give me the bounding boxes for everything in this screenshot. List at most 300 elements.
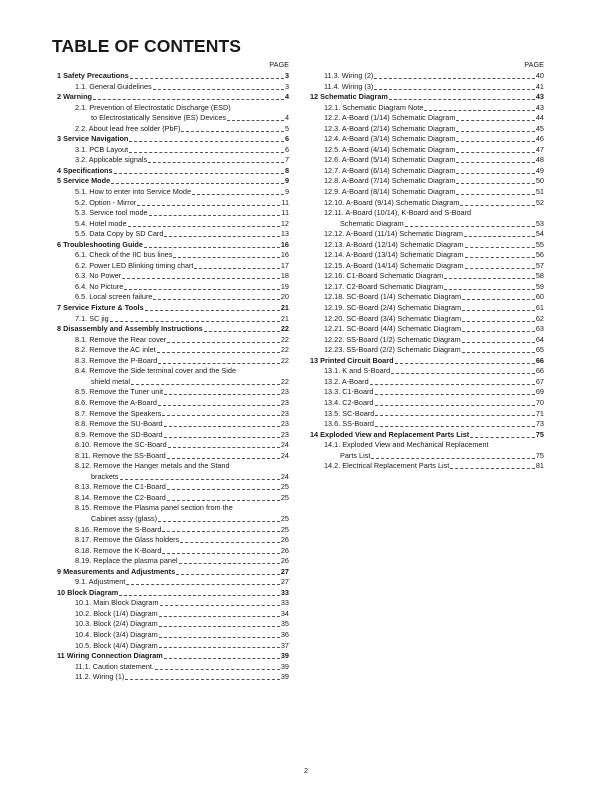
- toc-section-entry[interactable]: [310, 356, 544, 367]
- toc-section-entry[interactable]: [57, 166, 289, 177]
- toc-entry-label: 12.2. A-Board (1/14) Schematic Diagram: [324, 113, 456, 123]
- toc-subsection-entry[interactable]: [310, 303, 544, 314]
- toc-entry-label: 8.15. Remove the Plasma panel section from the: [75, 503, 233, 513]
- document-title: TABLE OF CONTENTS: [52, 36, 242, 56]
- toc-entry-page: 55: [535, 239, 544, 249]
- toc-subsection-entry[interactable]: [310, 377, 544, 388]
- dot-leader: [120, 479, 280, 480]
- dot-leader: [180, 542, 280, 543]
- toc-entry-page: 20: [280, 292, 289, 302]
- dot-leader: [122, 278, 280, 279]
- toc-entry-page: 70: [535, 397, 544, 407]
- toc-entry-page: 65: [535, 345, 544, 355]
- toc-subsection-entry[interactable]: [57, 556, 289, 567]
- toc-subsection-entry[interactable]: [57, 187, 289, 198]
- toc-entry-page: 21: [280, 313, 289, 323]
- toc-entry-label: 5.2. Option - Mirror: [75, 197, 137, 207]
- toc-entry-continuation[interactable]: [310, 219, 544, 230]
- toc-entry-page: 22: [280, 376, 289, 386]
- toc-entry-label: 14 Exploded View and Replacement Parts List: [310, 429, 470, 439]
- toc-entry-label: 12 Schematic Diagram: [310, 92, 388, 102]
- dot-leader: [456, 131, 534, 132]
- toc-entry-page: 24: [280, 471, 289, 481]
- toc-subsection-entry[interactable]: [310, 176, 544, 187]
- toc-entry-label: 14.2. Electrical Replacement Parts List: [324, 461, 450, 471]
- dot-leader: [370, 384, 535, 385]
- toc-subsection-entry[interactable]: [57, 619, 289, 630]
- toc-subsection-entry[interactable]: [57, 430, 289, 441]
- toc-entry-label: 6.3. No Power: [75, 271, 122, 281]
- toc-entry-page: 34: [280, 608, 289, 618]
- toc-entry-continuation[interactable]: [57, 377, 289, 388]
- toc-entry-label: 13.4. C2-Board: [324, 397, 374, 407]
- toc-entry-label-continued: shield metal: [91, 376, 130, 386]
- toc-entry-label: 8.8. Remove the SU-Board: [75, 419, 163, 429]
- toc-subsection-entry[interactable]: [57, 409, 289, 420]
- toc-entry-label: 10.1. Main Block Diagram: [75, 598, 159, 608]
- toc-entry-page: 25: [280, 524, 289, 534]
- dot-leader: [149, 215, 281, 216]
- toc-subsection-entry[interactable]: [310, 461, 544, 472]
- toc-entry-page: 50: [535, 176, 544, 186]
- dot-leader: [194, 268, 279, 269]
- toc-entry-page: 11: [281, 208, 289, 218]
- toc-entry-page: 5: [284, 123, 289, 133]
- toc-entry-label: 12.6. A-Board (5/14) Schematic Diagram: [324, 155, 456, 165]
- toc-subsection-entry[interactable]: [310, 335, 544, 346]
- toc-entry-label: 3 Service Navigation: [57, 134, 129, 144]
- toc-entry-label: 1.1. General Guidelines: [75, 81, 152, 91]
- toc-entry-label: 6.4. No Picture: [75, 281, 124, 291]
- toc-entry-label: 9.1. Adjustment: [75, 577, 126, 587]
- toc-entry-label: 12.7. A-Board (6/14) Schematic Diagram: [324, 165, 456, 175]
- dot-leader: [129, 141, 284, 142]
- dot-leader: [129, 152, 284, 153]
- dot-leader: [462, 352, 535, 353]
- dot-leader: [462, 331, 535, 332]
- toc-entry-page: 44: [535, 113, 544, 123]
- toc-entry-page: 47: [535, 144, 544, 154]
- dot-leader: [405, 226, 535, 227]
- toc-section-entry[interactable]: [57, 71, 289, 82]
- toc-entry-page: 13: [280, 229, 289, 239]
- toc-subsection-entry[interactable]: [310, 82, 544, 93]
- dot-leader: [144, 247, 280, 248]
- toc-section-entry[interactable]: [57, 92, 289, 103]
- toc-entry-label: 1 Safety Precautions: [57, 71, 129, 80]
- toc-entry-label: 12.1. Schematic Diagram Note: [324, 102, 424, 112]
- toc-section-entry[interactable]: [310, 92, 544, 103]
- toc-subsection-entry[interactable]: [57, 662, 289, 673]
- toc-entry-label: 13.1. K and S-Board: [324, 366, 391, 376]
- toc-subsection-entry[interactable]: [57, 609, 289, 620]
- dot-leader: [456, 141, 534, 142]
- toc-entry-page: 39: [280, 672, 289, 682]
- dot-leader: [111, 183, 284, 184]
- dot-leader: [375, 394, 535, 395]
- dot-leader: [131, 384, 280, 385]
- toc-entry-page: 11: [281, 197, 289, 207]
- dot-leader: [167, 458, 280, 459]
- toc-subsection-entry[interactable]: [310, 155, 544, 166]
- dot-leader: [160, 605, 280, 606]
- toc-subsection-entry[interactable]: [57, 641, 289, 652]
- toc-subsection-entry[interactable]: [310, 366, 544, 377]
- dot-leader: [159, 616, 280, 617]
- toc-entry-page: 25: [280, 492, 289, 502]
- dot-leader: [389, 99, 535, 100]
- toc-subsection-entry[interactable]: [57, 208, 289, 219]
- toc-entry-label: 8 Disassembly and Assembly Instructions: [57, 324, 203, 334]
- page-number: 2: [303, 766, 309, 775]
- dot-leader: [179, 563, 280, 564]
- dot-leader: [153, 299, 279, 300]
- toc-entry-page: 22: [280, 324, 289, 334]
- toc-subsection-entry[interactable]: [310, 166, 544, 177]
- toc-entry-page: 19: [280, 281, 289, 291]
- toc-section-entry[interactable]: [57, 567, 289, 578]
- dot-leader: [162, 553, 279, 554]
- toc-subsection-entry[interactable]: [57, 145, 289, 156]
- toc-subsection-entry[interactable]: [310, 440, 544, 451]
- toc-entry-label: 12.18. SC-Board (1/4) Schematic Diagram: [324, 292, 462, 302]
- toc-subsection-entry[interactable]: [57, 387, 289, 398]
- toc-entry-label: 9 Measurements and Adjustments: [57, 566, 176, 576]
- toc-subsection-entry[interactable]: [310, 292, 544, 303]
- toc-subsection-entry[interactable]: [57, 335, 289, 346]
- toc-entry-label: 10 Block Diagram: [57, 587, 119, 597]
- toc-entry-page: 23: [280, 419, 289, 429]
- dot-leader: [164, 426, 280, 427]
- dot-leader: [465, 257, 535, 258]
- toc-entry-continuation[interactable]: [57, 113, 289, 124]
- toc-entry-label: 10.2. Block (1/4) Diagram: [75, 608, 158, 618]
- toc-entries-right: [310, 71, 544, 472]
- toc-subsection-entry[interactable]: [57, 451, 289, 462]
- toc-entry-continuation[interactable]: [57, 472, 289, 483]
- dot-leader: [137, 205, 280, 206]
- toc-subsection-entry[interactable]: [310, 124, 544, 135]
- toc-subsection-entry[interactable]: [57, 103, 289, 114]
- dot-leader: [159, 626, 280, 627]
- toc-entry-label: 6.1. Check of the IIC bus lines: [75, 250, 173, 260]
- toc-subsection-entry[interactable]: [310, 71, 544, 82]
- toc-subsection-entry[interactable]: [57, 461, 289, 472]
- toc-subsection-entry[interactable]: [57, 482, 289, 493]
- toc-entry-page: 23: [280, 387, 289, 397]
- toc-entry-label: 13.3. C1-Board: [324, 387, 374, 397]
- toc-entry-page: 22: [280, 355, 289, 365]
- toc-entry-page: 43: [535, 102, 544, 112]
- toc-subsection-entry[interactable]: [57, 672, 289, 683]
- toc-entry-label: 8.14. Remove the C2-Board: [75, 492, 166, 502]
- toc-entry-label: 12.19. SC-Board (2/4) Schematic Diagram: [324, 303, 462, 313]
- dot-leader: [375, 405, 535, 406]
- toc-entry-label: 11.3. Wiring (2): [324, 71, 374, 80]
- toc-section-entry[interactable]: [57, 240, 289, 251]
- toc-entry-label: 13.5. SC-Board: [324, 408, 375, 418]
- toc-column-left: [57, 60, 289, 683]
- toc-entry-page: 64: [535, 334, 544, 344]
- toc-entry-label: 5.4. Hotel mode: [75, 218, 127, 228]
- toc-subsection-entry[interactable]: [310, 324, 544, 335]
- dot-leader: [162, 415, 279, 416]
- toc-entry-page: 61: [535, 303, 544, 313]
- toc-entry-label: 5.5. Data Copy by SD Card: [75, 229, 164, 239]
- dot-leader: [157, 352, 280, 353]
- dot-leader: [164, 394, 280, 395]
- toc-entry-label: 8.12. Remove the Hanger metals and the Stand: [75, 461, 230, 471]
- toc-subsection-entry[interactable]: [310, 103, 544, 114]
- dot-leader: [462, 310, 535, 311]
- toc-entry-label-continued: to Electrostatically Sensitive (ES) Devices: [91, 113, 227, 123]
- toc-entry-label: 10.5. Block (4/4) Diagram: [75, 640, 158, 650]
- toc-entry-page: 53: [535, 218, 544, 228]
- toc-entry-page: 16: [280, 250, 289, 260]
- toc-subsection-entry[interactable]: [310, 240, 544, 251]
- toc-entry-page: 26: [280, 556, 289, 566]
- toc-entry-page: 75: [535, 450, 544, 460]
- dot-leader: [125, 679, 280, 680]
- toc-entry-page: 6: [284, 144, 289, 154]
- toc-subsection-entry[interactable]: [57, 198, 289, 209]
- toc-subsection-entry[interactable]: [57, 271, 289, 282]
- toc-entries-left: [57, 71, 289, 683]
- toc-entry-label: 12.14. A-Board (13/14) Schematic Diagram: [324, 250, 464, 260]
- dot-leader: [456, 194, 534, 195]
- toc-subsection-entry[interactable]: [57, 219, 289, 230]
- toc-entry-label: 8.5. Remove the Tuner unit: [75, 387, 164, 397]
- dot-leader: [164, 437, 280, 438]
- toc-subsection-entry[interactable]: [57, 503, 289, 514]
- toc-entry-label: 3.2. Applicable signals: [75, 155, 148, 165]
- toc-entry-label: 12.5. A-Board (4/14) Schematic Diagram: [324, 144, 456, 154]
- toc-subsection-entry[interactable]: [57, 314, 289, 325]
- toc-entry-label: 6.2. Power LED Blinking timing chart: [75, 260, 194, 270]
- toc-section-entry[interactable]: [57, 651, 289, 662]
- dot-leader: [450, 468, 535, 469]
- toc-subsection-entry[interactable]: [57, 229, 289, 240]
- toc-entry-label: 4 Specifications: [57, 165, 113, 175]
- toc-entry-page: 66: [535, 366, 544, 376]
- toc-entry-label: 12.4. A-Board (3/14) Schematic Diagram: [324, 134, 456, 144]
- toc-subsection-entry[interactable]: [310, 145, 544, 156]
- toc-subsection-entry[interactable]: [57, 493, 289, 504]
- toc-subsection-entry[interactable]: [57, 155, 289, 166]
- toc-entry-page: 59: [535, 281, 544, 291]
- toc-subsection-entry[interactable]: [310, 198, 544, 209]
- toc-entry-page: 23: [280, 397, 289, 407]
- toc-entry-label: 12.11. A-Board (10/14), K-Board and S-Board: [324, 208, 472, 218]
- toc-entry-page: 52: [535, 197, 544, 207]
- toc-subsection-entry[interactable]: [57, 366, 289, 377]
- toc-entry-label: 8.7. Remove the Speakers: [75, 408, 162, 418]
- toc-entry-page: 8: [284, 165, 289, 175]
- toc-subsection-entry[interactable]: [310, 250, 544, 261]
- toc-subsection-entry[interactable]: [57, 250, 289, 261]
- toc-subsection-entry[interactable]: [310, 345, 544, 356]
- toc-entry-page: 60: [535, 292, 544, 302]
- dot-leader: [93, 99, 284, 100]
- dot-leader: [470, 437, 535, 438]
- toc-subsection-entry[interactable]: [57, 440, 289, 451]
- dot-leader: [167, 342, 280, 343]
- toc-entry-label: 8.18. Remove the K-Board: [75, 545, 162, 555]
- toc-subsection-entry[interactable]: [57, 356, 289, 367]
- toc-subsection-entry[interactable]: [310, 134, 544, 145]
- dot-leader: [444, 278, 535, 279]
- dot-leader: [130, 78, 284, 79]
- dot-leader: [173, 257, 280, 258]
- toc-subsection-entry[interactable]: [57, 630, 289, 641]
- toc-entry-label: 8.17. Remove the Glass holders: [75, 535, 180, 545]
- dot-leader: [110, 321, 280, 322]
- toc-subsection-entry[interactable]: [57, 345, 289, 356]
- toc-entry-page: 58: [535, 271, 544, 281]
- toc-entry-label: 13.6. SS-Board: [324, 419, 374, 429]
- dot-leader: [444, 289, 535, 290]
- toc-entry-continuation[interactable]: [57, 514, 289, 525]
- dot-leader: [456, 120, 534, 121]
- toc-entry-label: 12.10. A-Board (9/14) Schematic Diagram: [324, 197, 460, 207]
- toc-entry-page: 51: [535, 187, 544, 197]
- dot-leader: [462, 321, 535, 322]
- toc-entry-label: 2.1. Prevention of Electrostatic Discharge (ESD): [75, 102, 231, 112]
- dot-leader: [119, 595, 280, 596]
- dot-leader: [148, 162, 284, 163]
- toc-entry-label: 12.22. SS-Board (1/2) Schematic Diagram: [324, 334, 461, 344]
- toc-section-entry[interactable]: [57, 176, 289, 187]
- dot-leader: [375, 415, 535, 416]
- dot-leader: [374, 78, 535, 79]
- toc-entry-page: 54: [535, 229, 544, 239]
- toc-entry-page: 7: [284, 155, 289, 165]
- toc-subsection-entry[interactable]: [57, 577, 289, 588]
- toc-column-right: [310, 60, 544, 472]
- toc-entry-label-continued: Schematic Diagram: [340, 218, 404, 228]
- toc-entry-page: 46: [535, 134, 544, 144]
- toc-section-entry[interactable]: [57, 134, 289, 145]
- toc-entry-page: 40: [535, 71, 544, 80]
- toc-entry-page: 9: [284, 176, 289, 186]
- dot-leader: [145, 310, 280, 311]
- toc-entry-page: 75: [535, 429, 544, 439]
- dot-leader: [465, 247, 535, 248]
- toc-entry-label: 11.1. Caution statement.: [75, 661, 154, 671]
- dot-leader: [465, 268, 535, 269]
- toc-subsection-entry[interactable]: [57, 598, 289, 609]
- toc-entry-page: 26: [280, 535, 289, 545]
- toc-subsection-entry[interactable]: [310, 314, 544, 325]
- toc-subsection-entry[interactable]: [57, 282, 289, 293]
- toc-entry-label: 8.1. Remove the Rear cover: [75, 334, 167, 344]
- toc-entry-label: 12.15. A-Board (14/14) Schematic Diagram: [324, 260, 464, 270]
- toc-subsection-entry[interactable]: [310, 398, 544, 409]
- dot-leader: [158, 521, 280, 522]
- dot-leader: [395, 363, 535, 364]
- toc-subsection-entry[interactable]: [57, 82, 289, 93]
- toc-entry-label: 12.12. A-Board (11/14) Schematic Diagram: [324, 229, 463, 239]
- toc-subsection-entry[interactable]: [310, 261, 544, 272]
- toc-entry-label: 8.11. Remove the SS-Board: [75, 450, 166, 460]
- toc-subsection-entry[interactable]: [310, 387, 544, 398]
- dot-leader: [371, 458, 534, 459]
- toc-subsection-entry[interactable]: [57, 525, 289, 536]
- dot-leader: [155, 669, 280, 670]
- toc-entry-label: 12.13. A-Board (12/14) Schematic Diagram: [324, 239, 464, 249]
- toc-entry-continuation[interactable]: [310, 451, 544, 462]
- toc-subsection-entry[interactable]: [310, 208, 544, 219]
- toc-subsection-entry[interactable]: [57, 535, 289, 546]
- toc-entry-page: 26: [280, 545, 289, 555]
- toc-entry-label-continued: Cabinet assy (glass): [91, 513, 158, 523]
- toc-entry-label: 13.2. A-Board: [324, 376, 369, 386]
- dot-leader: [464, 236, 535, 237]
- toc-entry-label: 12.3. A-Board (2/14) Schematic Diagram: [324, 123, 456, 133]
- toc-entry-page: 37: [280, 640, 289, 650]
- toc-subsection-entry[interactable]: [310, 113, 544, 124]
- toc-entry-label: 8.9. Remove the SD-Board: [75, 429, 163, 439]
- toc-subsection-entry[interactable]: [57, 398, 289, 409]
- dot-leader: [462, 299, 535, 300]
- toc-subsection-entry[interactable]: [310, 229, 544, 240]
- toc-subsection-entry[interactable]: [57, 261, 289, 272]
- toc-section-entry[interactable]: [310, 430, 544, 441]
- toc-entry-page: 4: [284, 92, 289, 102]
- toc-entry-page: 3: [284, 81, 289, 91]
- toc-subsection-entry[interactable]: [57, 292, 289, 303]
- toc-entry-label: 5.1. How to enter into Service Mode: [75, 187, 191, 197]
- toc-entry-page: 4: [284, 113, 289, 123]
- toc-subsection-entry[interactable]: [310, 187, 544, 198]
- toc-entry-page: 39: [280, 651, 289, 661]
- toc-section-entry[interactable]: [57, 303, 289, 314]
- toc-entry-label: 2.2. About lead free solder (PbF): [75, 123, 181, 133]
- toc-entry-page: 16: [280, 239, 289, 249]
- toc-section-entry[interactable]: [57, 324, 289, 335]
- dot-leader: [391, 373, 535, 374]
- toc-entry-page: 35: [280, 619, 289, 629]
- toc-entry-page: 23: [280, 429, 289, 439]
- toc-subsection-entry[interactable]: [310, 282, 544, 293]
- toc-subsection-entry[interactable]: [310, 271, 544, 282]
- toc-subsection-entry[interactable]: [310, 419, 544, 430]
- toc-entry-label: 12.16. C1-Board Schematic Diagram: [324, 271, 444, 281]
- toc-entry-label: 5 Service Mode: [57, 176, 111, 186]
- toc-subsection-entry[interactable]: [57, 546, 289, 557]
- toc-entry-label: 11.2. Wiring (1): [75, 672, 125, 682]
- toc-entry-page: 56: [535, 250, 544, 260]
- toc-entry-page: 66: [535, 355, 544, 365]
- dot-leader: [164, 236, 279, 237]
- toc-entry-page: 22: [280, 334, 289, 344]
- toc-entry-page: 57: [535, 260, 544, 270]
- toc-entry-page: 25: [280, 513, 289, 523]
- dot-leader: [456, 152, 534, 153]
- toc-entry-page: 23: [280, 408, 289, 418]
- toc-entry-label: 11.4. Wiring (3): [324, 81, 374, 91]
- dot-leader: [159, 647, 280, 648]
- toc-entry-label: 8.19. Replace the plasma panel: [75, 556, 178, 566]
- toc-subsection-entry[interactable]: [310, 409, 544, 420]
- dot-leader: [424, 110, 535, 111]
- toc-subsection-entry[interactable]: [57, 419, 289, 430]
- dot-leader: [374, 89, 535, 90]
- toc-section-entry[interactable]: [57, 588, 289, 599]
- toc-subsection-entry[interactable]: [57, 124, 289, 135]
- dot-leader: [181, 131, 283, 132]
- toc-entry-page: 73: [535, 419, 544, 429]
